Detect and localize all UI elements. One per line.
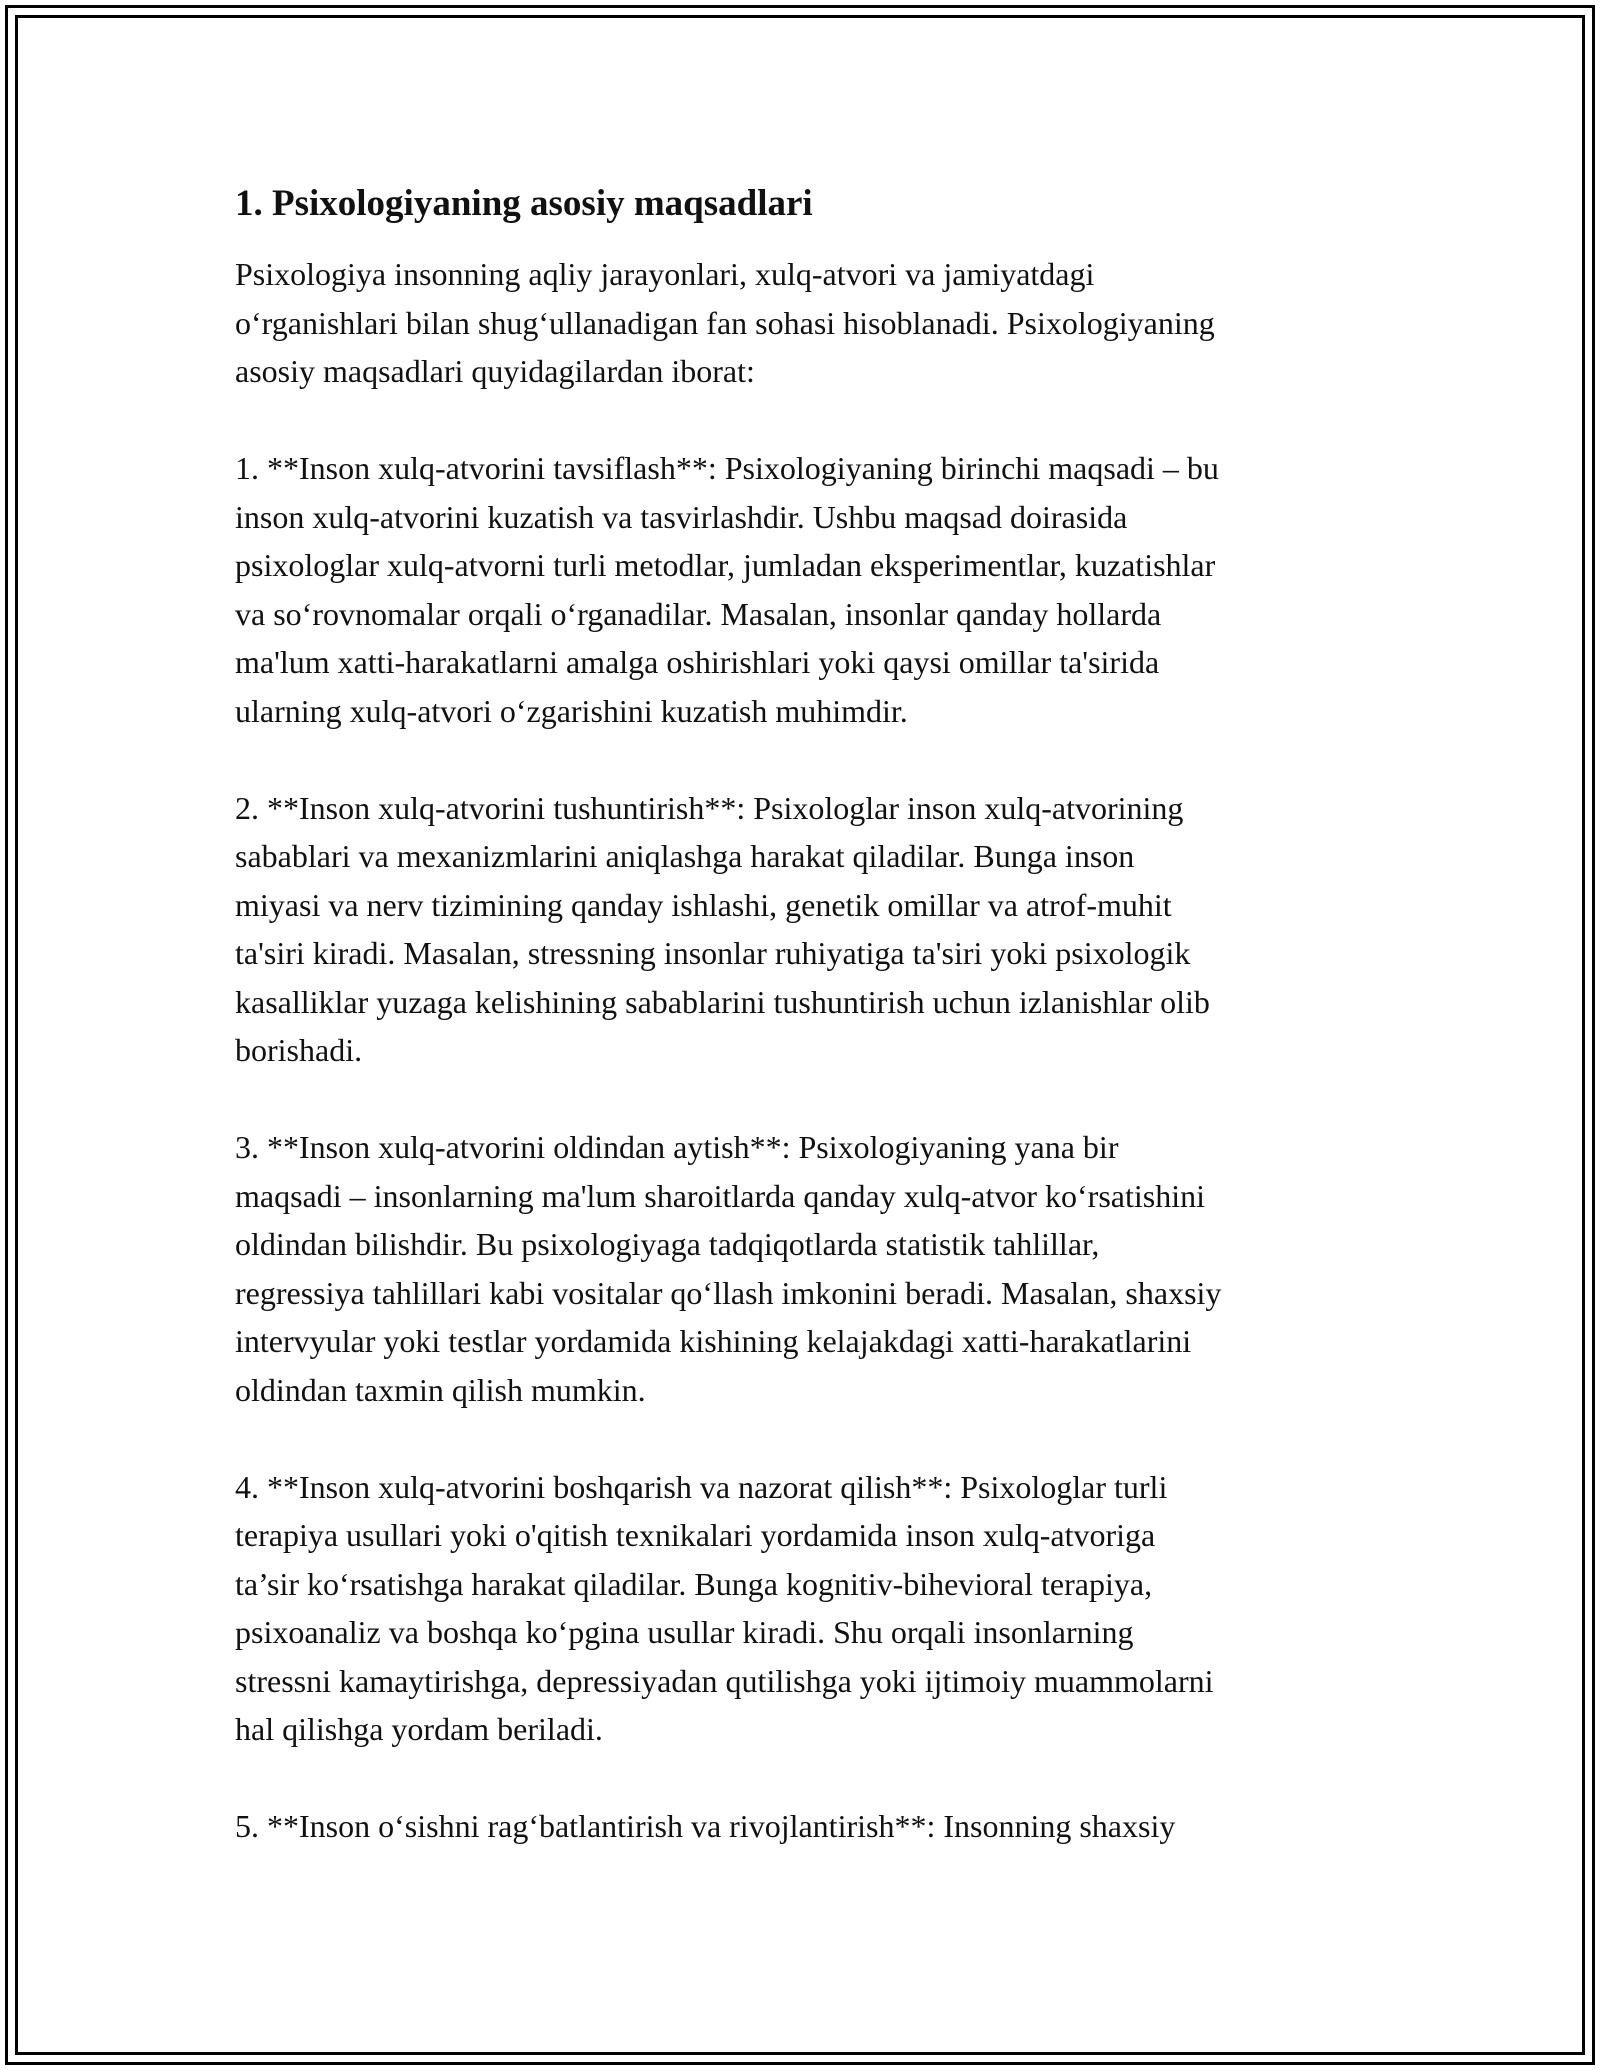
text-line: hal qilishga yordam beriladi. [235, 1711, 603, 1748]
text-line: ma'lum xatti-harakatlarni amalga oshirishlari yoki qaysi omillar ta'sirida [235, 644, 1160, 681]
text-line: o‘rganishlari bilan shug‘ullanadigan fan sohasi hisoblanadi. Psixologiyaning [235, 304, 1215, 341]
text-line: psixoanaliz va boshqa ko‘pgina usullar kiradi. Shu orqali insonlarning [235, 1614, 1134, 1651]
text-line: Psixologiya insonning aqliy jarayonlari, xulq-atvori va jamiyatdagi [235, 256, 1095, 293]
text-line: 4. **Inson xulq-atvorini boshqarish va nazorat qilish**: Psixologlar turli [235, 1468, 1168, 1505]
text-line: kasalliklar yuzaga kelishining sabablarini tushuntirish uchun izlanishlar olib [235, 983, 1210, 1020]
text-line: intervyular yoki testlar yordamida kishining kelajakdagi xatti-harakatlarini [235, 1323, 1192, 1360]
list-item-1-paragraph [235, 444, 1375, 735]
text-line: miyasi va nerv tizimining qanday ishlashi, genetik omillar va atrof-muhit [235, 886, 1172, 923]
list-item-2-paragraph [235, 784, 1375, 1075]
text-line: 3. **Inson xulq-atvorini oldindan aytish**: Psixologiyaning yana bir [235, 1129, 1119, 1166]
text-line: asosiy maqsadlari quyidagilardan iborat: [235, 353, 755, 390]
text-line: oldindan bilishdir. Bu psixologiyaga tadqiqotlarda statistik tahlillar, [235, 1226, 1100, 1263]
text-line: psixologlar xulq-atvorni turli metodlar, jumladan eksperimentlar, kuzatishlar [235, 547, 1216, 584]
text-line: ularning xulq-atvori o‘zgarishini kuzatish muhimdir. [235, 692, 908, 729]
text-line: oldindan taxmin qilish mumkin. [235, 1371, 646, 1408]
text-line: ta’sir ko‘rsatishga harakat qiladilar. Bunga kognitiv-bihevioral terapiya, [235, 1565, 1153, 1602]
text-line: 5. **Inson o‘sishni rag‘batlantirish va rivojlantirish**: Insonning shaxsiy [235, 1808, 1176, 1845]
list-item-4-paragraph [235, 1463, 1375, 1754]
text-line: ta'siri kiradi. Masalan, stressning insonlar ruhiyatiga ta'siri yoki psixologik [235, 935, 1191, 972]
text-line: inson xulq-atvorini kuzatish va tasvirlashdir. Ushbu maqsad doirasida [235, 498, 1128, 535]
list-item-5-paragraph [235, 1802, 1375, 1851]
document-title: 1. Psixologiyaning asosiy maqsadlari [235, 183, 813, 224]
intro-paragraph [235, 250, 1375, 396]
text-line: va so‘rovnomalar orqali o‘rganadilar. Masalan, insonlar qanday hollarda [235, 595, 1162, 632]
text-line: 2. **Inson xulq-atvorini tushuntirish**: Psixologlar inson xulq-atvorining [235, 789, 1184, 826]
text-line: terapiya usullari yoki o'qitish texnikalari yordamida inson xulq-atvoriga [235, 1517, 1156, 1554]
text-line: sabablari va mexanizmlarini aniqlashga harakat qiladilar. Bunga inson [235, 838, 1135, 875]
list-item-3-paragraph [235, 1123, 1375, 1414]
text-line: 1. **Inson xulq-atvorini tavsiflash**: Psixologiyaning birinchi maqsadi – bu [235, 450, 1219, 487]
text-line: borishadi. [235, 1032, 363, 1069]
text-line: maqsadi – insonlarning ma'lum sharoitlarda qanday xulq-atvor ko‘rsatishini [235, 1177, 1205, 1214]
text-line: regressiya tahlillari kabi vositalar qo‘llash imkonini beradi. Masalan, shaxsiy [235, 1274, 1222, 1311]
document-body [235, 182, 1375, 1899]
text-line: stressni kamaytirishga, depressiyadan qutilishga yoki ijtimoiy muammolarni [235, 1662, 1214, 1699]
